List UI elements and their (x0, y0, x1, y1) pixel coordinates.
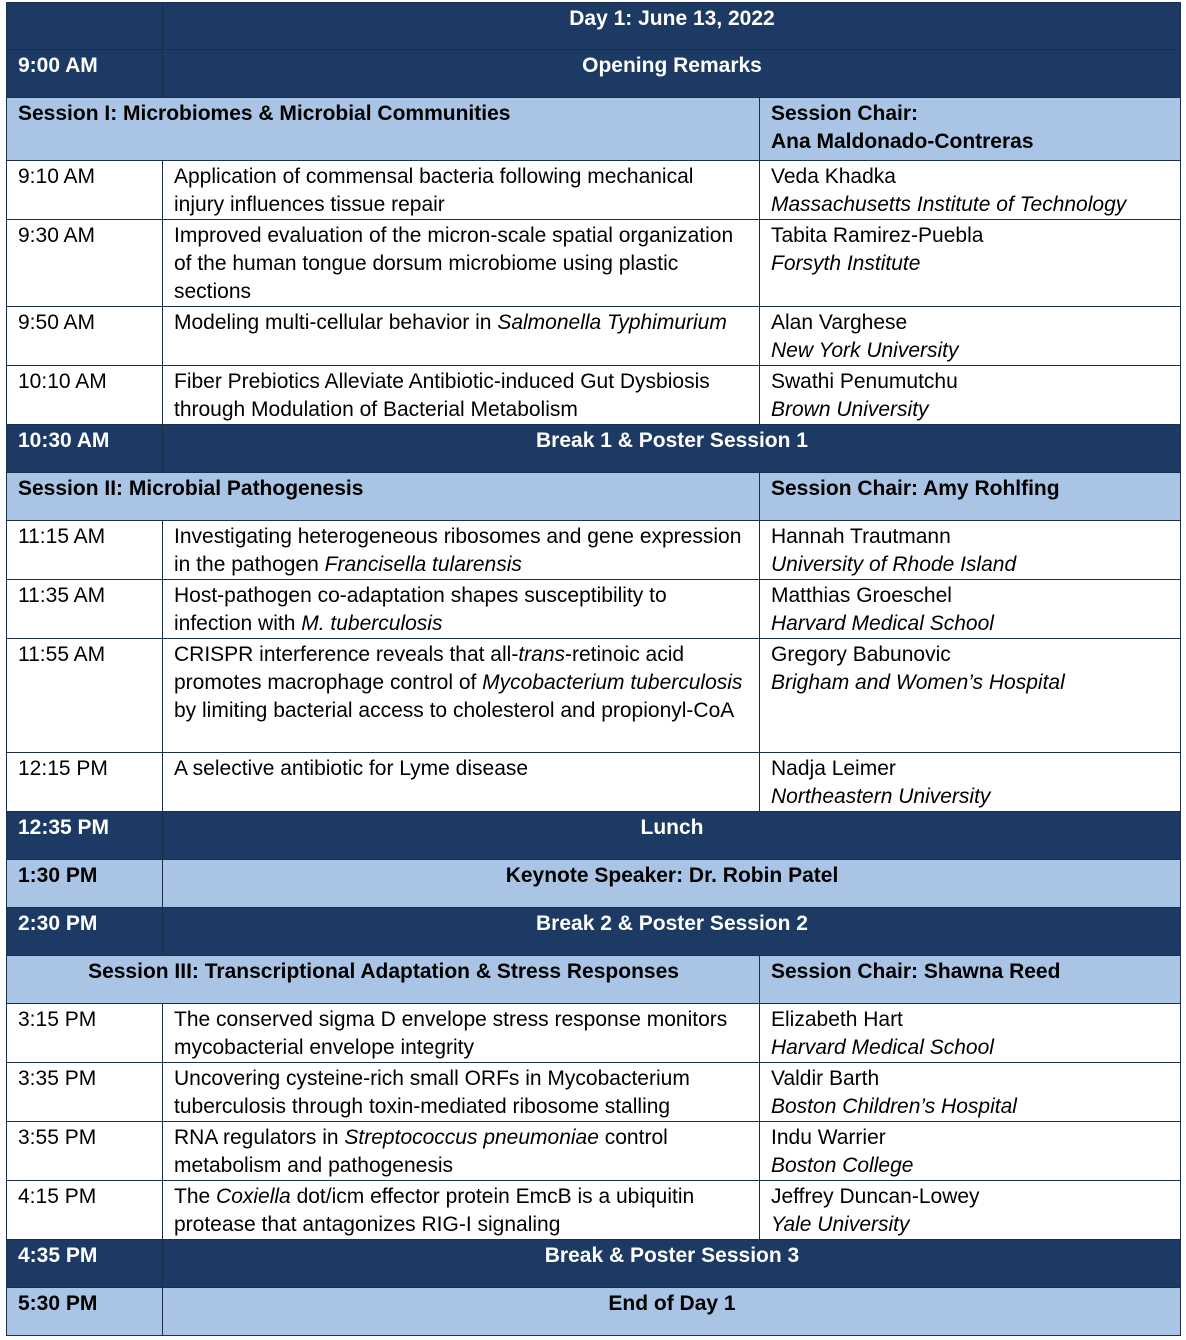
speaker-cell (760, 161, 1181, 220)
session-chair (760, 98, 1181, 161)
talk-title-segment: by limiting bacterial access to cholesterol and propionyl-CoA (174, 699, 735, 722)
speaker-name: Indu Warrier (771, 1126, 886, 1149)
talk-title (163, 307, 760, 366)
talk-title-segment: The (174, 1185, 217, 1208)
schedule-table (6, 2, 1181, 1336)
event-title: Lunch (163, 812, 1181, 860)
talk-title-segment: Uncovering cysteine-rich small ORFs in Mycobacterium tuberculosis through toxin-mediated ribosome stalling (174, 1067, 690, 1118)
schedule-break-row (7, 1288, 1181, 1336)
talk-title-segment: trans (518, 643, 565, 666)
talk-row (7, 753, 1181, 812)
event-title: Break 1 & Poster Session 1 (163, 425, 1181, 473)
time-cell: 2:30 PM (7, 908, 163, 956)
session-chair-line: Session Chair: Amy Rohlfing (771, 477, 1060, 500)
session-chair (760, 956, 1181, 1004)
talk-title-segment: Modeling multi-cellular behavior in (174, 311, 498, 334)
talk-title (163, 1004, 760, 1063)
time-cell: 3:35 PM (7, 1063, 163, 1122)
talk-title-segment: Salmonella Typhimurium (497, 311, 727, 334)
talk-title-segment: dot/icm effector protein EmcB is a ubiquitin protease that antagonizes RIG-I signaling (174, 1185, 695, 1236)
speaker-affiliation: Forsyth Institute (771, 252, 921, 275)
event-title: Break 2 & Poster Session 2 (163, 908, 1181, 956)
session-header-row (7, 98, 1181, 161)
day-title: Day 1: June 13, 2022 (163, 3, 1181, 50)
speaker-cell (760, 366, 1181, 425)
talk-title (163, 220, 760, 307)
time-cell: 4:15 PM (7, 1181, 163, 1240)
speaker-name: Gregory Babunovic (771, 643, 951, 666)
session-chair-line: Session Chair: (771, 102, 919, 125)
speaker-name: Tabita Ramirez-Puebla (771, 224, 984, 247)
event-title: Keynote Speaker: Dr. Robin Patel (163, 860, 1181, 908)
speaker-affiliation: University of Rhode Island (771, 553, 1017, 576)
talk-title (163, 1063, 760, 1122)
talk-title (163, 753, 760, 812)
talk-title-segment: CRISPR interference reveals that all- (174, 643, 519, 666)
talk-title-segment: control metabolism and pathogenesis (174, 1126, 668, 1177)
speaker-name: Alan Varghese (771, 311, 908, 334)
session-header-row (7, 473, 1181, 521)
time-cell: 9:00 AM (7, 50, 163, 98)
time-cell: 1:30 PM (7, 860, 163, 908)
speaker-affiliation: Boston College (771, 1154, 914, 1177)
speaker-cell (760, 1004, 1181, 1063)
schedule-break-row (7, 812, 1181, 860)
speaker-cell (760, 1122, 1181, 1181)
talk-row (7, 1181, 1181, 1240)
event-title: Break & Poster Session 3 (163, 1240, 1181, 1288)
speaker-affiliation: Yale University (771, 1213, 910, 1236)
time-cell: 9:50 AM (7, 307, 163, 366)
time-cell: 11:15 AM (7, 521, 163, 580)
session-chair-line: Ana Maldonado-Contreras (771, 130, 1034, 153)
talk-title-segment: -retinoic acid promotes macrophage control of (174, 643, 685, 694)
session-header-row (7, 956, 1181, 1004)
day-header-row (7, 3, 1181, 50)
speaker-name: Nadja Leimer (771, 757, 896, 780)
speaker-affiliation: Brown University (771, 398, 929, 421)
time-cell: 12:35 PM (7, 812, 163, 860)
speaker-affiliation: New York University (771, 339, 959, 362)
talk-title-segment: Mycobacterium tuberculosis (482, 671, 743, 694)
talk-row (7, 580, 1181, 639)
session-title: Session III: Transcriptional Adaptation & Stress Responses (7, 956, 760, 1004)
speaker-cell (760, 1181, 1181, 1240)
talk-title-segment: Coxiella (216, 1185, 291, 1208)
speaker-cell (760, 1063, 1181, 1122)
speaker-name: Valdir Barth (771, 1067, 880, 1090)
talk-row (7, 1122, 1181, 1181)
talk-title-segment: Fiber Prebiotics Alleviate Antibiotic-induced Gut Dysbiosis through Modulation of Bacterial Metabolism (174, 370, 710, 421)
talk-title (163, 521, 760, 580)
talk-row (7, 521, 1181, 580)
speaker-cell (760, 307, 1181, 366)
time-cell: 3:55 PM (7, 1122, 163, 1181)
speaker-cell (760, 521, 1181, 580)
speaker-cell (760, 753, 1181, 812)
session-chair (760, 473, 1181, 521)
time-cell: 12:15 PM (7, 753, 163, 812)
talk-title (163, 366, 760, 425)
time-cell: 3:15 PM (7, 1004, 163, 1063)
event-title: End of Day 1 (163, 1288, 1181, 1336)
talk-title (163, 1122, 760, 1181)
time-cell: 5:30 PM (7, 1288, 163, 1336)
time-cell: 4:35 PM (7, 1240, 163, 1288)
speaker-name: Swathi Penumutchu (771, 370, 958, 393)
speaker-cell (760, 580, 1181, 639)
talk-title-segment: The conserved sigma D envelope stress response monitors mycobacterial envelope integrity (174, 1008, 728, 1059)
speaker-name: Hannah Trautmann (771, 525, 951, 548)
talk-title-segment: M. tuberculosis (301, 612, 443, 635)
schedule-break-row (7, 908, 1181, 956)
schedule-break-row (7, 50, 1181, 98)
talk-row (7, 1004, 1181, 1063)
time-cell: 10:10 AM (7, 366, 163, 425)
speaker-affiliation: Harvard Medical School (771, 1036, 994, 1059)
time-cell: 9:30 AM (7, 220, 163, 307)
talk-title-segment: Francisella tularensis (324, 553, 522, 576)
session-title: Session I: Microbiomes & Microbial Communities (7, 98, 760, 161)
time-cell: 9:10 AM (7, 161, 163, 220)
talk-title-segment: Host-pathogen co-adaptation shapes susceptibility to infection with (174, 584, 667, 635)
speaker-cell (760, 220, 1181, 307)
talk-title-segment: Investigating heterogeneous ribosomes and gene expression in the pathogen (174, 525, 742, 576)
session-chair-line: Session Chair: Shawna Reed (771, 960, 1061, 983)
time-cell: 10:30 AM (7, 425, 163, 473)
speaker-cell (760, 639, 1181, 753)
talk-title (163, 1181, 760, 1240)
schedule-break-row (7, 860, 1181, 908)
speaker-name: Elizabeth Hart (771, 1008, 903, 1031)
schedule-break-row (7, 425, 1181, 473)
speaker-name: Matthias Groeschel (771, 584, 952, 607)
speaker-affiliation: Brigham and Women’s Hospital (771, 671, 1065, 694)
talk-title-segment: Application of commensal bacteria following mechanical injury influences tissue repair (174, 165, 694, 216)
header-spacer-cell (7, 3, 163, 50)
speaker-affiliation: Massachusetts Institute of Technology (771, 193, 1127, 216)
talk-title (163, 161, 760, 220)
talk-title (163, 580, 760, 639)
talk-row (7, 220, 1181, 307)
talk-row (7, 307, 1181, 366)
talk-row (7, 161, 1181, 220)
speaker-name: Veda Khadka (771, 165, 896, 188)
time-cell: 11:35 AM (7, 580, 163, 639)
schedule-break-row (7, 1240, 1181, 1288)
speaker-name: Jeffrey Duncan-Lowey (771, 1185, 980, 1208)
talk-title (163, 639, 760, 753)
talk-title-segment: Improved evaluation of the micron-scale spatial organization of the human tongue dorsum microbiome using plastic sections (174, 224, 734, 303)
talk-title-segment: A selective antibiotic for Lyme disease (174, 757, 529, 780)
talk-row (7, 1063, 1181, 1122)
talk-title-segment: RNA regulators in (174, 1126, 345, 1149)
time-cell: 11:55 AM (7, 639, 163, 753)
event-title: Opening Remarks (163, 50, 1181, 98)
session-title: Session II: Microbial Pathogenesis (7, 473, 760, 521)
speaker-affiliation: Boston Children’s Hospital (771, 1095, 1017, 1118)
speaker-affiliation: Northeastern University (771, 785, 991, 808)
schedule-body (7, 3, 1181, 1336)
speaker-affiliation: Harvard Medical School (771, 612, 994, 635)
talk-title-segment: Streptococcus pneumoniae (344, 1126, 599, 1149)
talk-row (7, 639, 1181, 753)
talk-row (7, 366, 1181, 425)
